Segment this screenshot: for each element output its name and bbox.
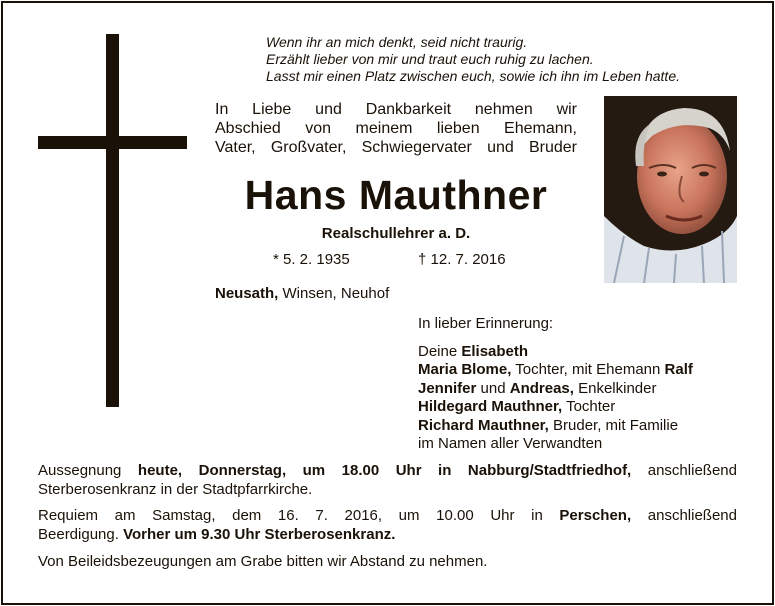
notice-text: Requiem am Samstag, dem 16. 7. 2016, um 10.00 Uhr in [38, 507, 560, 524]
mourner-text: und [476, 379, 510, 397]
places-main: Neusath, [215, 285, 279, 302]
mourner-text: Bruder, mit Familie [548, 416, 679, 434]
mourner-text: Enkelkinder [573, 379, 657, 397]
mourner-text: Tochter [562, 398, 616, 415]
death-date: † 12. 7. 2016 [418, 251, 506, 268]
intro-line: Abschied von meinem lieben Ehemann, [215, 120, 577, 137]
mourner-line [418, 380, 693, 399]
mourner-line [418, 398, 693, 417]
portrait-photo [604, 96, 737, 283]
mourner-text: Deine [418, 342, 462, 360]
mourner-line [418, 417, 693, 436]
notice-line [38, 461, 737, 480]
mourner-text: Tochter, mit Ehemann [511, 361, 665, 378]
cross-icon-bar [38, 136, 187, 149]
places-rest: Winsen, Neuhof [278, 285, 390, 302]
notice-emphasis: Vorher um 9.30 Uhr Sterberosenkranz. [123, 526, 396, 543]
notice-text: anschließend [631, 462, 737, 479]
poem [266, 34, 680, 85]
mourner-name: Elisabeth [461, 342, 529, 360]
notice-text: Beerdigung. [38, 526, 124, 543]
poem-line: Lasst mir einen Platz zwischen euch, sowie ich ihn im Leben hatte. [266, 68, 680, 84]
notice-emphasis: heute, Donnerstag, um 18.00 Uhr in Nabburg/Stadtfriedhof, [137, 462, 632, 479]
poem-line: Wenn ihr an mich denkt, seid nicht traurig. [266, 34, 528, 50]
memory-heading: In lieber Erinnerung: [418, 315, 554, 332]
notice-line: Sterberosenkranz in der Stadtpfarrkirche. [38, 481, 313, 498]
mourner-line [418, 361, 693, 380]
mourner-name: Andreas, [509, 379, 574, 397]
mourners-list [418, 315, 693, 454]
mourner-name: Jennifer [418, 379, 477, 397]
notice-line [38, 525, 737, 544]
requiem-notice [38, 506, 737, 544]
notice-emphasis: Perschen, [559, 507, 632, 524]
funeral-notice [38, 461, 737, 499]
intro-line: In Liebe und Dankbarkeit nehmen wir [215, 101, 577, 118]
poem-line: Erzählt lieber von mir und traut euch ruhig zu lachen. [266, 51, 594, 67]
places [215, 285, 389, 302]
deceased-name: Hans Mauthner [244, 172, 548, 218]
intro-text [215, 100, 577, 157]
birth-date: * 5. 2. 1935 [273, 251, 350, 268]
mourner-line [418, 343, 693, 362]
notice-text: anschließend [631, 507, 737, 524]
mourner-name: Maria Blome, [418, 361, 512, 378]
notice-line [38, 506, 737, 525]
mourner-name: Ralf [664, 361, 693, 378]
mourner-name: Richard Mauthner, [418, 416, 549, 434]
condolence-notice: Von Beileidsbezeugungen am Grabe bitten wir Abstand zu nehmen. [38, 553, 488, 570]
cross-icon [106, 34, 119, 407]
notice-text: Aussegnung [38, 462, 138, 479]
deceased-title: Realschullehrer a. D. [321, 225, 471, 242]
mourner-line: im Namen aller Verwandten [418, 435, 603, 452]
mourner-name: Hildegard Mauthner, [418, 398, 563, 415]
intro-line: Vater, Großvater, Schwiegervater und Bruder [215, 139, 577, 156]
